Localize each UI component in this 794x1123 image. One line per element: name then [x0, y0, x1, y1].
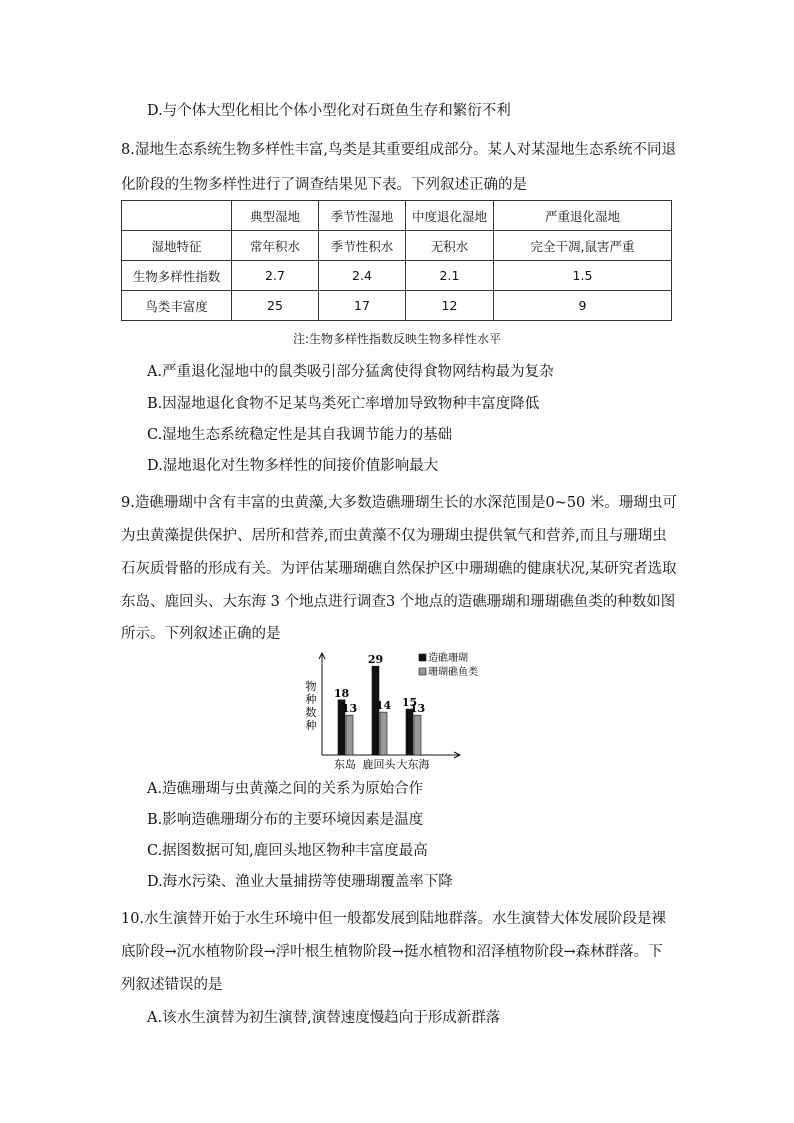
coral-species-bar-chart [295, 645, 505, 770]
q8-stem-line-2: 化阶段的生物多样性进行了调查结果见下表。下列叙述正确的是 [121, 177, 527, 193]
table-cell: 25 [232, 291, 319, 321]
bar [380, 712, 387, 755]
y-axis-label-char: 物 [305, 680, 317, 693]
table-cell: 2.7 [232, 261, 319, 291]
bar-value-label: 18 [333, 686, 350, 700]
q8-option-d: D.湿地退化对生物多样性的间接价值影响最大 [147, 458, 439, 474]
table-header-row [122, 201, 672, 231]
q9-stem-line-3: 石灰质骨骼的形成有关。为评估某珊瑚礁自然保护区中珊瑚礁的健康状况,某研究者选取 [121, 561, 677, 577]
legend-label: 造礁珊瑚 [428, 653, 468, 664]
bar-value-label: 13 [409, 702, 426, 716]
q9-option-d: D.海水污染、渔业大量捕捞等使珊瑚覆盖率下降 [147, 874, 453, 890]
table-header-cell [122, 201, 232, 231]
q10-option-a: A.该水生演替为初生演替,演替速度慢趋向于形成新群落 [147, 1010, 501, 1026]
table-header-cell: 中度退化湿地 [406, 201, 494, 231]
q9-option-b: B.影响造礁珊瑚分布的主要环境因素是温度 [147, 812, 424, 828]
table-cell: 完全干凋,鼠害严重 [494, 231, 672, 261]
chart-legend [419, 651, 478, 678]
bar [414, 715, 421, 755]
table-cell: 鸟类丰富度 [122, 291, 232, 321]
table-cell: 17 [319, 291, 406, 321]
q9-option-a: A.造礁珊瑚与虫黄藻之间的关系为原始合作 [147, 781, 424, 797]
legend-label: 珊瑚礁鱼类 [428, 667, 478, 678]
table-cell: 1.5 [494, 261, 672, 291]
legend-swatch [419, 668, 426, 675]
q9-stem-line-2: 为虫黄藻提供保护、居所和营养,而虫黄藻不仅为珊瑚虫提供氧气和营养,而且与珊瑚虫 [121, 528, 667, 544]
table-cell: 2.1 [406, 261, 494, 291]
table-row [122, 291, 672, 321]
table-cell: 2.4 [319, 261, 406, 291]
table-cell: 湿地特征 [122, 231, 232, 261]
chart-marks [334, 653, 430, 770]
bar-value-label: 15 [401, 696, 418, 710]
bar-value-label: 13 [341, 702, 358, 716]
q9-stem-line-5: 所示。下列叙述正确的是 [121, 626, 281, 642]
q10-stem-line-1: 10.水生演替开始于水生环境中但一般都发展到陆地群落。水生演替大体发展阶段是裸 [121, 911, 667, 927]
bar [346, 715, 353, 755]
table-row [122, 261, 672, 291]
x-tick-label: 大东海 [396, 758, 430, 770]
q9-stem-line-1: 9.造礁珊瑚中含有丰富的虫黄藻,大多数造礁珊瑚生长的水深范围是0~50 米。珊瑚虫可 [121, 495, 677, 511]
y-axis-label-char: 数 [305, 706, 317, 719]
q8-stem-line-1: 8.湿地生态系统生物多样性丰富,鸟类是其重要组成部分。某人对某湿地生态系统不同退 [121, 142, 676, 158]
wetland-survey-table [121, 200, 672, 321]
x-tick-label: 东岛 [334, 758, 356, 770]
q9-option-c: C.据图数据可知,鹿回头地区物种丰富度最高 [147, 843, 428, 859]
q9-stem-line-4: 东岛、鹿回头、大东海 3 个地点进行调查3 个地点的造礁珊瑚和珊瑚礁鱼类的种数如图 [121, 594, 676, 610]
table-header-cell: 严重退化湿地 [494, 201, 672, 231]
bar [406, 709, 413, 755]
y-axis-label-char: 种 [305, 719, 317, 732]
bar-value-label: 29 [367, 653, 384, 667]
table-cell: 季节性积水 [319, 231, 406, 261]
table-note: 注:生物多样性指数反映生物多样性水平 [292, 332, 502, 346]
legend-swatch [419, 654, 426, 661]
bar-value-label: 14 [375, 699, 392, 713]
q10-stem-line-2: 底阶段→沉水植物阶段→浮叶根生植物阶段→挺水植物和沼泽植物阶段→森林群落。下 [121, 944, 663, 960]
q8-option-b: B.因湿地退化食物不足某鸟类死亡率增加导致物种丰富度降低 [147, 396, 540, 412]
x-tick-label: 鹿回头 [362, 758, 396, 770]
table-cell: 12 [406, 291, 494, 321]
table-header-cell: 季节性湿地 [319, 201, 406, 231]
q10-stem-line-3: 列叙述错误的是 [121, 977, 223, 993]
q8-option-c: C.湿地生态系统稳定性是其自我调节能力的基础 [147, 427, 453, 443]
table-cell: 生物多样性指数 [122, 261, 232, 291]
q7-option-d: D.与个体大型化相比个体小型化对石斑鱼生存和繁衍不利 [147, 103, 511, 119]
table-cell: 9 [494, 291, 672, 321]
table-row [122, 231, 672, 261]
table-cell: 常年积水 [232, 231, 319, 261]
q8-option-a: A.严重退化湿地中的鼠类吸引部分猛禽使得食物网结构最为复杂 [147, 364, 554, 380]
y-axis-label-char: 种 [305, 693, 317, 706]
table-header-cell: 典型湿地 [232, 201, 319, 231]
table-cell: 无积水 [406, 231, 494, 261]
